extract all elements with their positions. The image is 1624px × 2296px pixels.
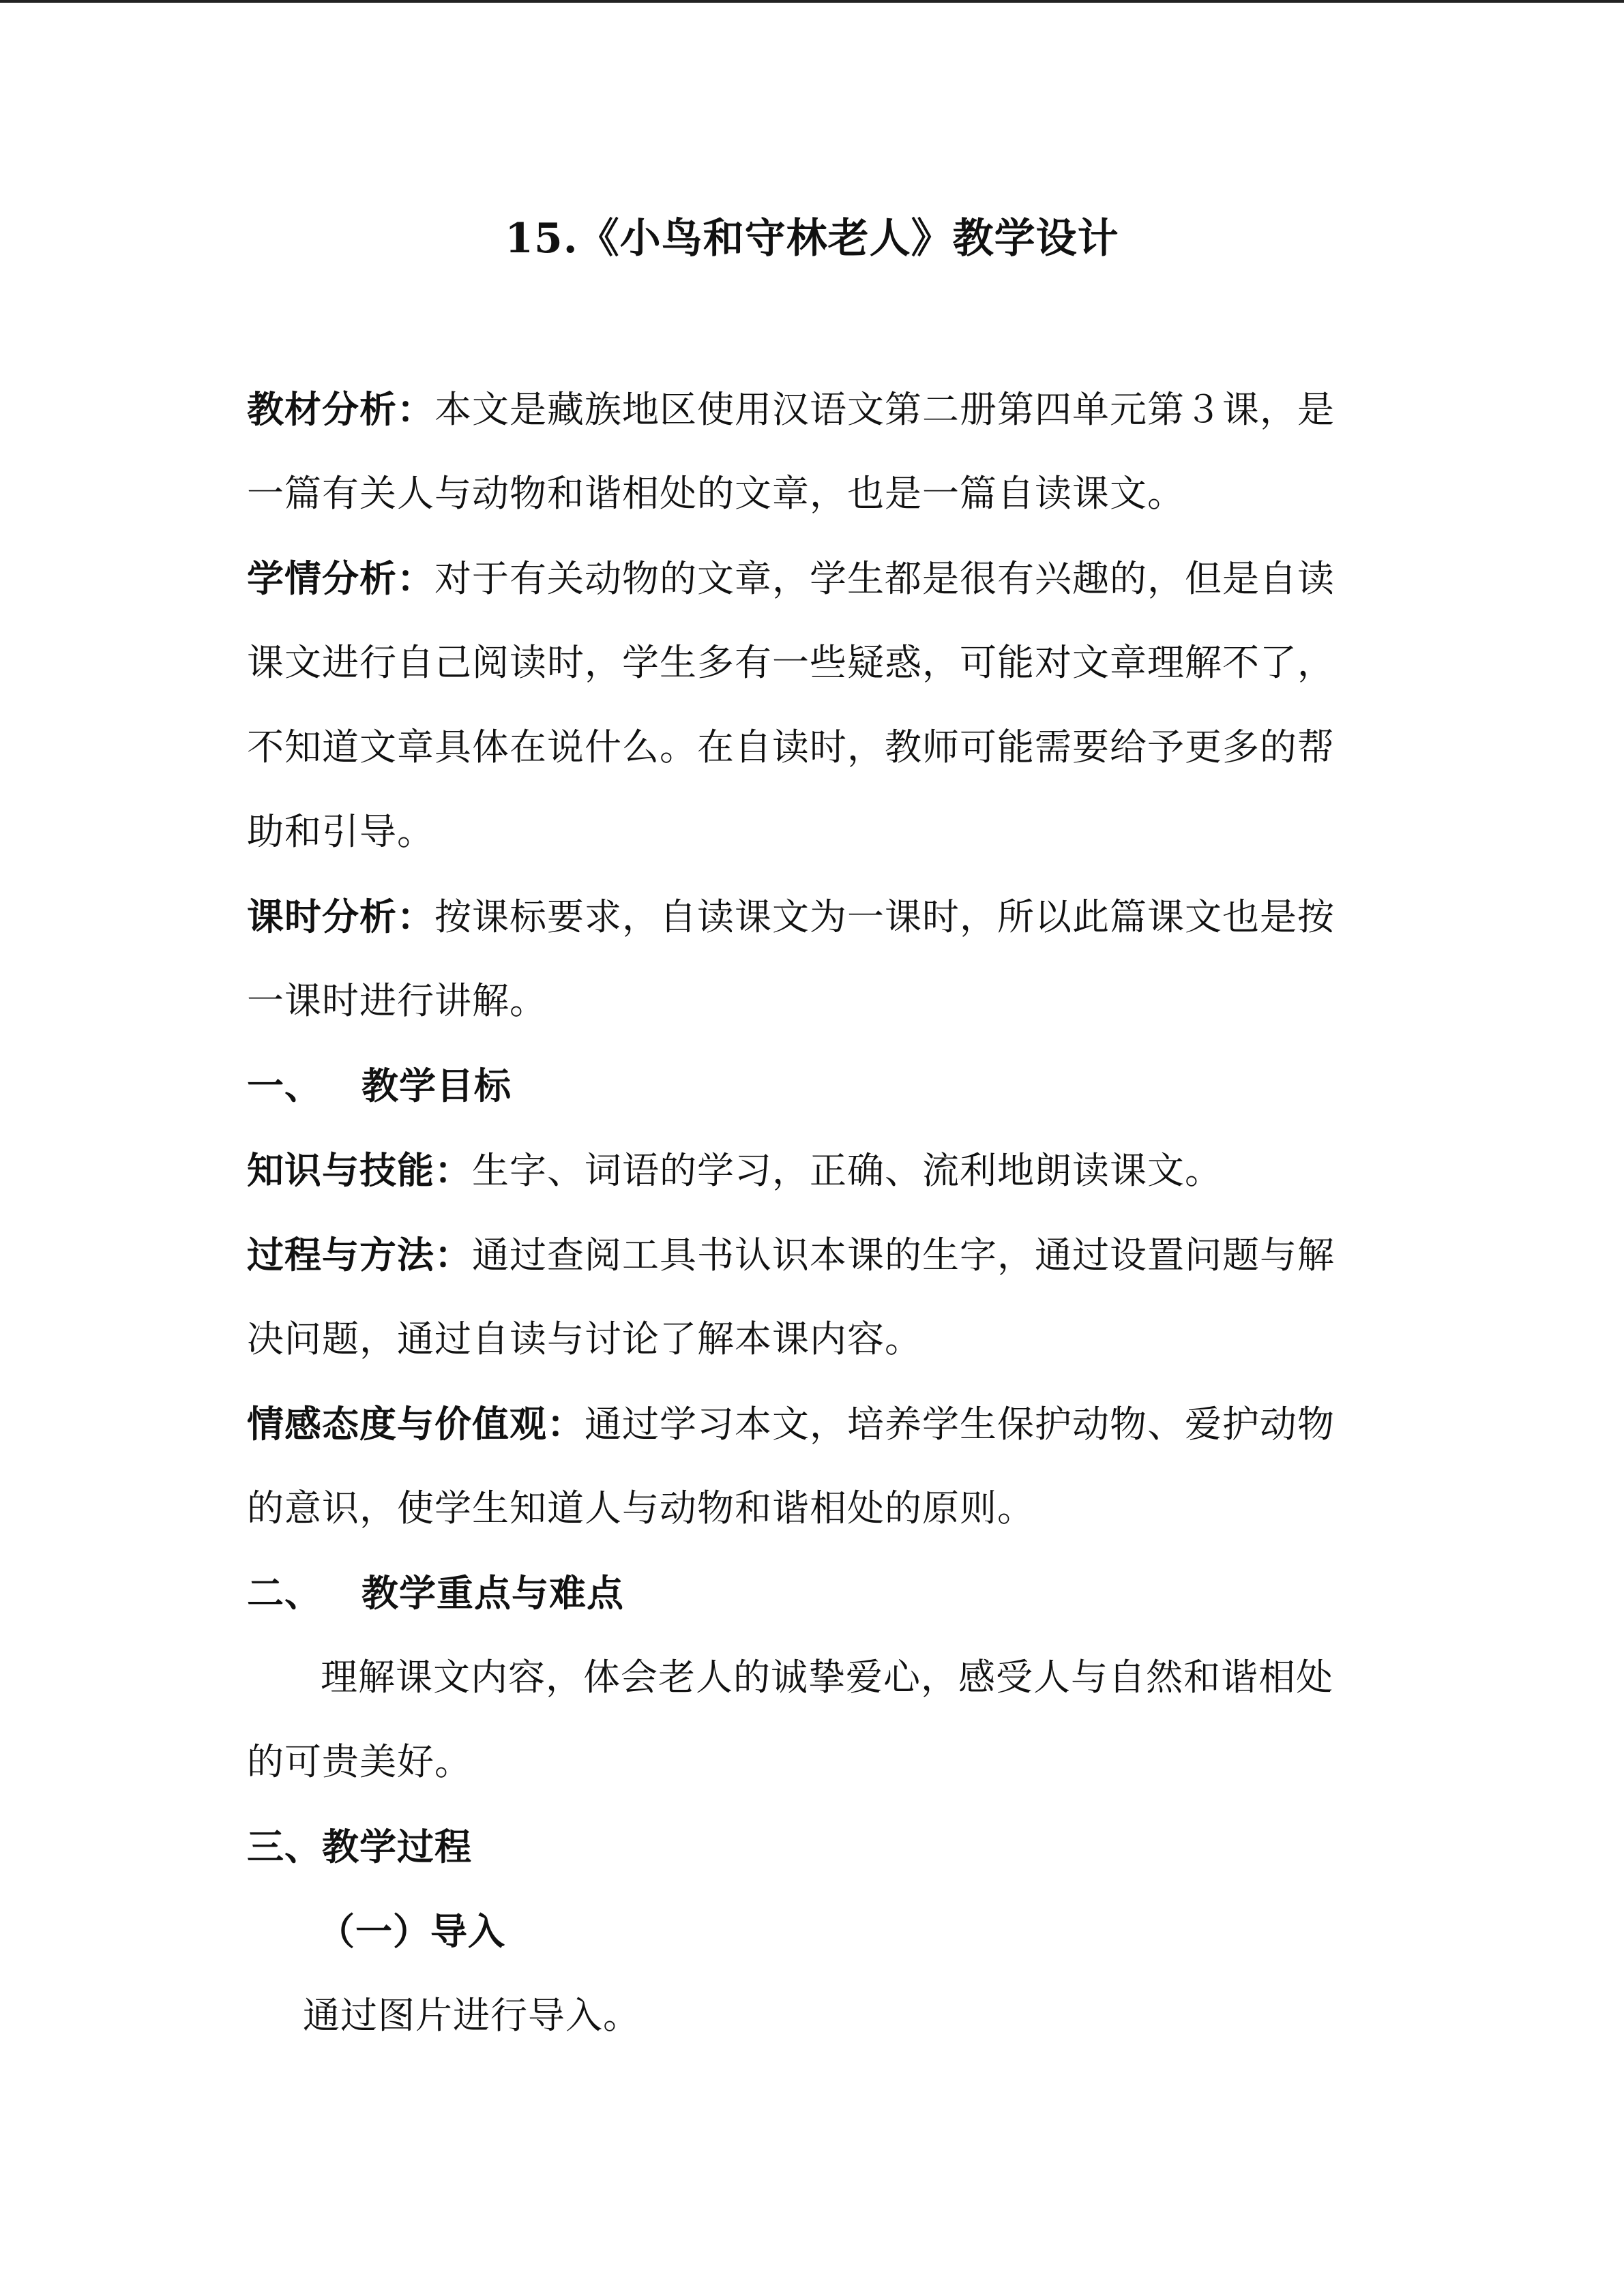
lesson-time-analysis-line-1	[247, 889, 1335, 944]
section-2-number: 二、	[247, 1571, 322, 1615]
section-3-subheading-1: （一）导入	[318, 1909, 505, 1953]
document-title: 15.《小鸟和守林老人》教学设计	[505, 215, 1119, 263]
section-1-title: 教学目标	[361, 1064, 512, 1107]
lesson-time-analysis-label: 课时分析：	[247, 895, 434, 938]
section-2-text-line-1: 理解课文内容，体会老人的诚挚爱心，感受人与自然和谐相处	[321, 1656, 1333, 1699]
student-analysis-line-4: 助和引导。	[247, 810, 434, 853]
section-2-title: 教学重点与难点	[361, 1571, 624, 1615]
section-2-heading	[247, 1566, 624, 1620]
section-3-sub-1-text: 通过图片进行导入。	[303, 1994, 640, 2037]
student-analysis-line-2: 课文进行自己阅读时，学生多有一些疑惑，可能对文章理解不了，	[247, 641, 1335, 684]
emotion-values-text-1: 通过学习本文，培养学生保护动物、爱护动物	[585, 1403, 1335, 1446]
material-analysis-text-1: 本文是藏族地区使用汉语文第二册第四单元第３课，是	[434, 388, 1335, 431]
section-2-text-line-2: 的可贵美好。	[247, 1740, 472, 1783]
knowledge-skills-line	[247, 1143, 1222, 1198]
student-analysis-line-1	[247, 551, 1335, 606]
material-analysis-label: 教材分析：	[247, 387, 434, 431]
emotion-values-line-1	[247, 1397, 1335, 1452]
process-methods-label: 过程与方法：	[247, 1233, 472, 1277]
lesson-time-analysis-text-1: 按课标要求，自读课文为一课时，所以此篇课文也是按	[434, 895, 1335, 938]
emotion-values-line-2: 的意识，使学生知道人与动物和谐相处的原则。	[247, 1487, 1035, 1530]
process-methods-line-2: 决问题，通过自读与讨论了解本课内容。	[247, 1317, 922, 1360]
student-analysis-label: 学情分析：	[247, 556, 434, 600]
section-1-number: 一、	[247, 1064, 322, 1107]
emotion-values-label: 情感态度与价值观：	[247, 1402, 585, 1446]
student-analysis-line-3: 不知道文章具体在说什么。在自读时，教师可能需要给予更多的帮	[247, 726, 1335, 769]
process-methods-text-1: 通过查阅工具书认识本课的生字，通过设置问题与解	[472, 1234, 1335, 1277]
lesson-time-analysis-line-2: 一课时进行讲解。	[247, 979, 547, 1022]
knowledge-skills-label: 知识与技能：	[247, 1148, 472, 1192]
section-3-heading: 三、教学过程	[247, 1825, 472, 1868]
knowledge-skills-text: 生字、词语的学习，正确、流利地朗读课文。	[472, 1149, 1222, 1192]
material-analysis-line-1	[247, 382, 1335, 437]
material-analysis-line-2: 一篇有关人与动物和谐相处的文章，也是一篇自读课文。	[247, 472, 1185, 515]
section-1-heading	[247, 1058, 512, 1113]
process-methods-line-1	[247, 1227, 1335, 1283]
student-analysis-text-1: 对于有关动物的文章，学生都是很有兴趣的，但是自读	[434, 557, 1335, 600]
